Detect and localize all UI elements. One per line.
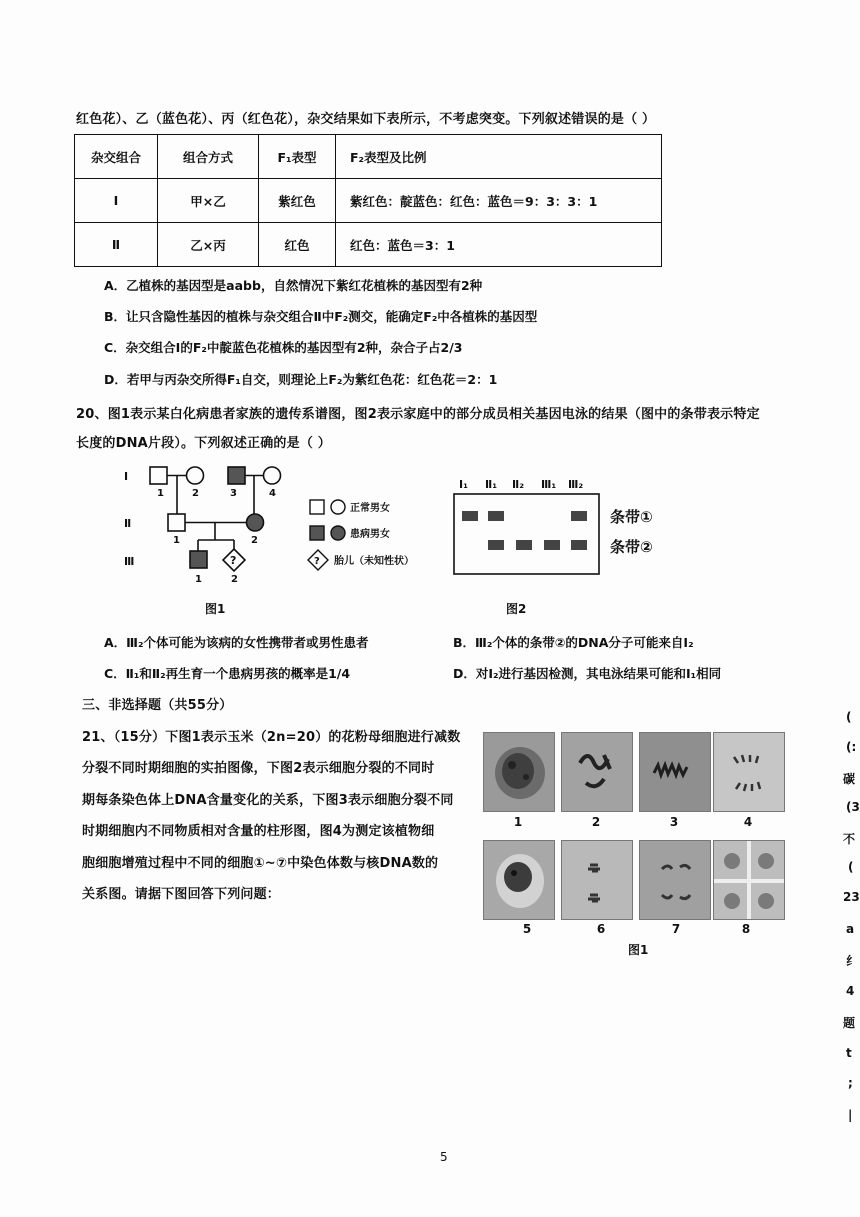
- legend-normal-label: 正常男女: [350, 503, 390, 514]
- table-cell: Ⅱ: [75, 223, 158, 267]
- edge-char: t: [846, 1046, 852, 1060]
- legend-fetus-mark: ?: [314, 556, 320, 567]
- micrograph-label: 3: [669, 815, 679, 829]
- gel-band-i1-band1: [462, 511, 478, 521]
- edge-char: (:: [846, 740, 857, 754]
- page-number: 5: [440, 1150, 448, 1164]
- micrograph-6: [561, 840, 633, 920]
- table-header-row: [75, 135, 662, 179]
- pedigree-i3-male-affected: [228, 467, 245, 484]
- q19-option-a: A．乙植株的基因型是aabb，自然情况下紫红花植株的基因型有2种: [104, 278, 483, 293]
- q21-line: 关系图。请据下图回答下列问题：: [82, 887, 281, 902]
- table-header-cell: 组合方式: [158, 135, 259, 179]
- micrograph-label: 4: [743, 815, 753, 829]
- cross-result-table: [74, 134, 662, 267]
- pedigree-i1-male-normal: [150, 467, 167, 484]
- table-cell: 紫红色：靛蓝色：红色：蓝色＝9：3：3：1: [336, 179, 662, 223]
- edge-char: 纟: [846, 954, 859, 968]
- table-cell: 红色：蓝色＝3：1: [336, 223, 662, 267]
- table-header-cell: F₂表型及比例: [336, 135, 662, 179]
- pedigree-i2-female-normal: [187, 467, 204, 484]
- ind-label: 1: [195, 574, 202, 585]
- gel-lane-label: Ⅲ₁: [541, 478, 557, 491]
- ind-label: 2: [231, 574, 238, 585]
- table-cell: 紫红色: [259, 179, 336, 223]
- pedigree-chart: [120, 456, 440, 588]
- ind-label: 2: [251, 535, 258, 546]
- gen-label-ii: Ⅱ: [124, 517, 132, 530]
- gel-lane-label: Ⅲ₂: [568, 478, 584, 491]
- edge-char: 不: [843, 832, 856, 846]
- q19-stem: 红色花）、乙（蓝色花）、丙（红色花），杂交结果如下表所示，不考虑突变。下列叙述错误的是（ ）: [76, 112, 656, 127]
- table-header-cell: F₁表型: [259, 135, 336, 179]
- table-header-cell: 杂交组合: [75, 135, 158, 179]
- pedigree-iii1-male-affected: [190, 551, 207, 568]
- micrograph-8: [713, 840, 785, 920]
- legend-normal-male-icon: [310, 500, 324, 514]
- gel-lane-label: Ⅱ₂: [512, 478, 525, 491]
- edge-char: 题: [843, 1016, 856, 1030]
- figure1-caption: 图1: [205, 602, 226, 616]
- q20-option-c: C．Ⅱ₁和Ⅱ₂再生育一个患病男孩的概率是1/4: [104, 666, 351, 681]
- ind-label: 3: [230, 488, 237, 499]
- edge-char: a: [846, 922, 855, 936]
- pedigree-ii1-male-normal: [168, 514, 185, 531]
- micrograph-5: [483, 840, 555, 920]
- micrograph-4: [713, 732, 785, 812]
- gel-band-iii2-band1: [571, 511, 587, 521]
- section-3-heading: 三、非选择题（共55分）: [82, 698, 233, 713]
- micrograph-2: [561, 732, 633, 812]
- gen-label-iii: Ⅲ: [124, 555, 135, 568]
- ind-label: 4: [269, 488, 276, 499]
- gen-label-i: Ⅰ: [124, 470, 129, 483]
- gel-band-iii1-band2: [544, 540, 560, 550]
- q20-option-b: B．Ⅲ₂个体的条带②的DNA分子可能来自Ⅰ₂: [453, 635, 694, 650]
- micrograph-label: 2: [591, 815, 601, 829]
- ind-label: 2: [192, 488, 199, 499]
- q19-option-c: C．杂交组合Ⅰ的F₂中靛蓝色花植株的基因型有2种，杂合子占2/3: [104, 340, 463, 355]
- table-cell: 乙×丙: [158, 223, 259, 267]
- gel-lane-label: Ⅱ₁: [485, 478, 498, 491]
- table-cell: 红色: [259, 223, 336, 267]
- pedigree-ii2-female-affected: [247, 514, 264, 531]
- q21-line: 时期细胞内不同物质相对含量的柱形图，图4为测定该植物细: [82, 824, 435, 839]
- micrograph-3: [639, 732, 711, 812]
- gel-band-ii1-band1: [488, 511, 504, 521]
- band1-label: 条带①: [610, 508, 653, 526]
- table-cell: Ⅰ: [75, 179, 158, 223]
- micrograph-label: 6: [596, 922, 606, 936]
- micrograph-1: [483, 732, 555, 812]
- gel-band-iii2-band2: [571, 540, 587, 550]
- edge-char: (: [846, 710, 852, 724]
- q21-line: 期每条染色体上DNA含量变化的关系，下图3表示细胞分裂不同: [82, 793, 454, 808]
- micrograph-label: 7: [671, 922, 681, 936]
- gel-band-ii2-band2: [516, 540, 532, 550]
- ind-label: 1: [173, 535, 180, 546]
- micrograph-label: 1: [513, 815, 523, 829]
- q21-line: 21、（15分）下图1表示玉米（2n=20）的花粉母细胞进行减数: [82, 730, 461, 745]
- q20-option-d: D．对Ⅰ₂进行基因检测，其电泳结果可能和Ⅰ₁相同: [453, 666, 722, 681]
- table-cell: 甲×乙: [158, 179, 259, 223]
- figure2-caption: 图2: [506, 602, 527, 616]
- micrograph-7: [639, 840, 711, 920]
- micrograph-label: 5: [522, 922, 532, 936]
- edge-char: 4: [846, 984, 855, 998]
- table-row: [75, 223, 662, 267]
- q21-figure1-caption: 图1: [628, 943, 649, 957]
- legend-normal-female-icon: [331, 500, 345, 514]
- band2-label: 条带②: [610, 538, 653, 556]
- gel-frame: [454, 494, 599, 574]
- gel-band-ii1-band2: [488, 540, 504, 550]
- ind-label: 1: [157, 488, 164, 499]
- pedigree-i4-female-normal: [264, 467, 281, 484]
- q20-stem-line2: 长度的DNA片段）。下列叙述正确的是（ ）: [76, 436, 331, 451]
- q19-option-d: D．若甲与丙杂交所得F₁自交，则理论上F₂为紫红色花：红色花＝2：1: [104, 372, 498, 387]
- q19-option-b: B．让只含隐性基因的植株与杂交组合Ⅱ中F₂测交，能确定F₂中各植株的基因型: [104, 309, 538, 324]
- fetus-mark: ?: [230, 554, 237, 567]
- legend-affected-male-icon: [310, 526, 324, 540]
- q21-line: 胞细胞增殖过程中不同的细胞①~⑦中染色体数与核DNA数的: [82, 856, 439, 871]
- edge-char: (: [848, 860, 854, 874]
- legend-fetus-label: 胎儿（未知性状）: [334, 556, 414, 567]
- edge-char: |: [848, 1108, 853, 1122]
- legend-affected-female-icon: [331, 526, 345, 540]
- gel-lane-label: Ⅰ₁: [459, 478, 468, 491]
- gel-electrophoresis-chart: [450, 472, 680, 584]
- table-row: [75, 179, 662, 223]
- q20-stem-line1: 20、图1表示某白化病患者家族的遗传系谱图，图2表示家庭中的部分成员相关基因电泳的结果（图中的条带表示特定: [76, 407, 760, 422]
- edge-char: ;: [848, 1076, 853, 1090]
- q20-option-a: A．Ⅲ₂个体可能为该病的女性携带者或男性患者: [104, 635, 369, 650]
- q21-line: 分裂不同时期细胞的实拍图像，下图2表示细胞分裂的不同时: [82, 761, 435, 776]
- edge-char: 碳: [843, 772, 856, 786]
- edge-char: (3: [846, 800, 860, 814]
- edge-char: 23: [843, 890, 860, 904]
- legend-affected-label: 患病男女: [350, 529, 390, 540]
- micrograph-label: 8: [741, 922, 751, 936]
